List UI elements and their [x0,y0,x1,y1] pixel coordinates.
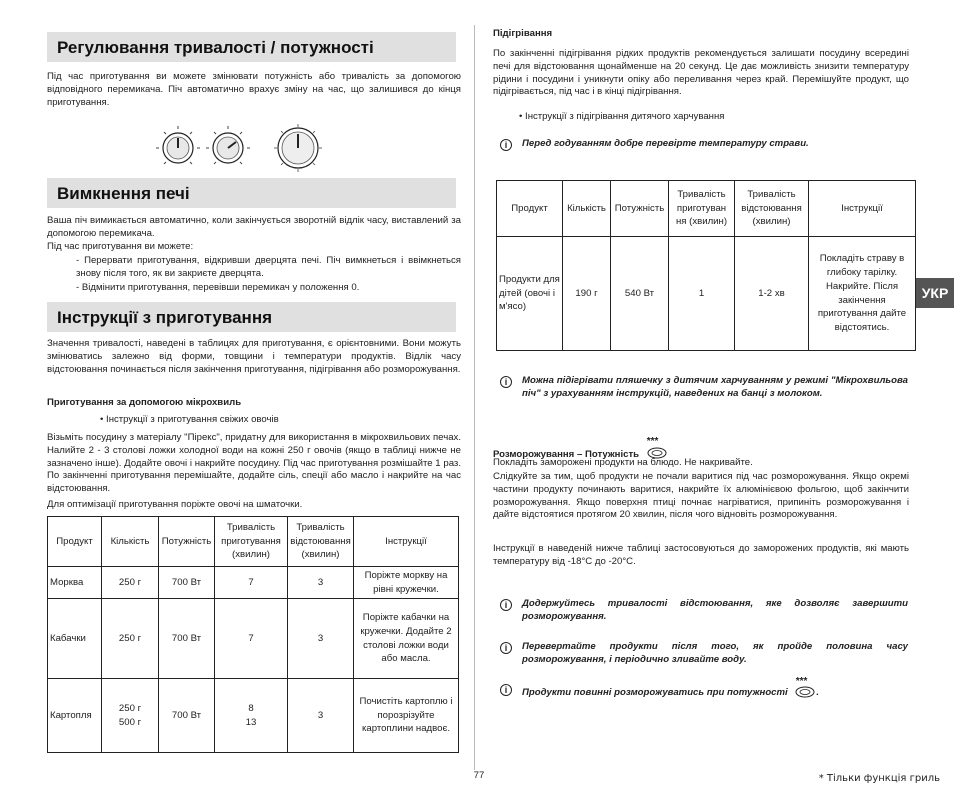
table-header: Продукт [497,181,563,237]
table-cell: 3 [288,679,354,753]
baby-food-table [496,180,916,351]
table-cell: Кабачки [48,599,102,679]
table-header: Тривалість відстоювання (хвилин) [735,181,809,237]
table-cell: Продукти для дітей (овочі і м'ясо) [497,237,563,351]
table-cell: Картопля [48,679,102,753]
table-cell: 700 Вт [159,679,215,753]
table-header: Потужність [159,517,215,567]
defrost-icon: *** [794,683,816,699]
column-divider [474,25,475,770]
off-paragraph-2: Під час приготування ви можете: [47,241,194,252]
section-title-power: Регулювання тривалості / потужності [47,32,456,62]
language-tab: УКР [916,278,954,308]
section-title-off: Вимкнення печі [47,178,456,208]
heating-title: Підігрівання [493,28,553,39]
defrost-paragraph-2: Слідкуйте за тим, щоб продукти не почали варитися під час розморожування. Якщо окремі частини продукту починають варитися, накрийте їх алюмінієвою фольгою, щоб закінчити розморожування. Якщо поверхня птиці почнає нагріватися, припиніть розморожування і дайте відстоятися протягом 20 хвилин, після чого відновіть розморожування. [493,471,909,521]
instructions-paragraph: Значення тривалості, наведені в таблицях для приготування, є орієнтовними. Вони можуть змінюватись залежно від форми, товщини і температури продуктів. Відлік часу відстоювання починається після закінчення приготування, підігрівання або розморожування. [47,338,461,375]
table-cell: Покладіть страву в глибоку тарілку. Накрийте. Після закінчення приготування дайте відстоятись. [809,237,916,351]
table-header: Кількість [102,517,159,567]
table-cell: 700 Вт [159,599,215,679]
defrost-paragraph-1: Покладіть заморожені продукти на блюдо. Не накривайте. [493,457,753,468]
page-number: 77 [473,770,485,781]
table-cell: 1 [669,237,735,351]
section-title-instructions: Інструкції з приготування [47,302,456,332]
table-cell: Поріжте моркву на рівні кружечки. [354,567,459,599]
microwave-subheading: Приготування за допомогою мікрохвиль [47,397,242,408]
table-cell: 250 г [102,567,159,599]
off-bullet-2: - Відмінити приготування, перевівши перемикач у положення 0. [76,282,360,293]
table-cell: 700 Вт [159,567,215,599]
info-icon: i [500,684,512,696]
footnote: * Тільки функція гриль [818,773,940,784]
table-cell: 3 [288,567,354,599]
table-header: Тривалість приготування (хвилин) [215,517,288,567]
dial-3 [274,124,322,172]
table-header: Інструкції [354,517,459,567]
dial-2 [206,126,250,164]
heating-paragraph: По закінченні підігрівання рідких продуктів рекомендується залишати посудину всередині печі для відстоювання щонайменше на 20 секунд. Це дає можливість знизити температуру рідини і посудини і уникнути опіку або переливання через край. Перемішуйте продукт, що підігрівається, під час і в кінці підігрівання. [493,48,909,98]
table-header: Тривалість відстоювання (хвилин) [288,517,354,567]
vegetables-table [47,516,459,753]
table-row [48,599,459,679]
info-icon: i [500,599,512,611]
table-cell: 1-2 хв [735,237,809,351]
table-header: Продукт [48,517,102,567]
baby-food-bullet: • Інструкції з підігрівання дитячого харчування [519,111,725,122]
table-header: Інструкції [809,181,916,237]
table-cell: Морква [48,567,102,599]
defrost-title: Розморожування – Потужність *** [493,443,693,462]
dial-1 [156,126,200,164]
table-row [48,679,459,753]
table-row [497,237,916,351]
table-cell: Поріжте кабачки на кружечки. Додайте 2 столові ложки води або масла. [354,599,459,679]
power-paragraph: Під час приготування ви можете змінювати потужність або тривалість за допомогою відповідного перемикача. Піч автоматично врахує зміну на час, що залишився до кінця приготування. [47,71,461,108]
table-header: Потужність [611,181,669,237]
table-cell: 540 Вт [611,237,669,351]
vegetables-paragraph: Візьміть посудину з матеріалу "Пірекс", придатну для використання в мікрохвильових печах. Налийте 2 - 3 столові ложки холодної води на кожні 250 г овочів (якщо в таблиці нижче не зазначено інше). Додайте овочі і накрийте посудину. Під час приготування розмішайте 1 раз. По закінченні приготування перемішайте, додайте сіль, спеції або масло і накрийте на час відстоювання. [47,432,461,494]
defrost-icon: *** [646,443,668,461]
off-paragraph: Ваша піч вимикається автоматично, коли закінчується зворотній відлік часу, виставлений за допомогою перемикача. [47,215,461,239]
table-cell: 8 13 [215,679,288,753]
info-icon: i [500,376,512,388]
table-header: Кількість [563,181,611,237]
table-cell: 250 г 500 г [102,679,159,753]
vegetables-bullet: • Інструкції з приготування свіжих овочів [100,414,279,425]
table-cell: 3 [288,599,354,679]
table-header: Тривалість приготуван ня (хвилин) [669,181,735,237]
info-icon: i [500,139,512,151]
table-row [48,567,459,599]
table-header-row [48,517,459,567]
table-cell: Почистіть картоплю і порозрізуйте картоплини надвоє. [354,679,459,753]
vegetables-tip: Для оптимізації приготування поріжте овочі на шматочки. [47,499,303,510]
info-icon: i [500,642,512,654]
defrost-paragraph-3: Інструкції в наведеній нижче таблиці застосовуються до заморожених продуктів, які мають температуру від -18°C до -20°C. [493,543,909,567]
off-bullet-1: - Перервати приготування, відкривши дверцята печі. Піч вимкнеться і ввімкнеться знову після того, як ви закриєте дверцята. [76,255,461,279]
table-header-row [497,181,916,237]
table-cell: 190 г [563,237,611,351]
table-cell: 250 г [102,599,159,679]
table-cell: 7 [215,599,288,679]
dials-illustration [148,118,328,180]
table-cell: 7 [215,567,288,599]
